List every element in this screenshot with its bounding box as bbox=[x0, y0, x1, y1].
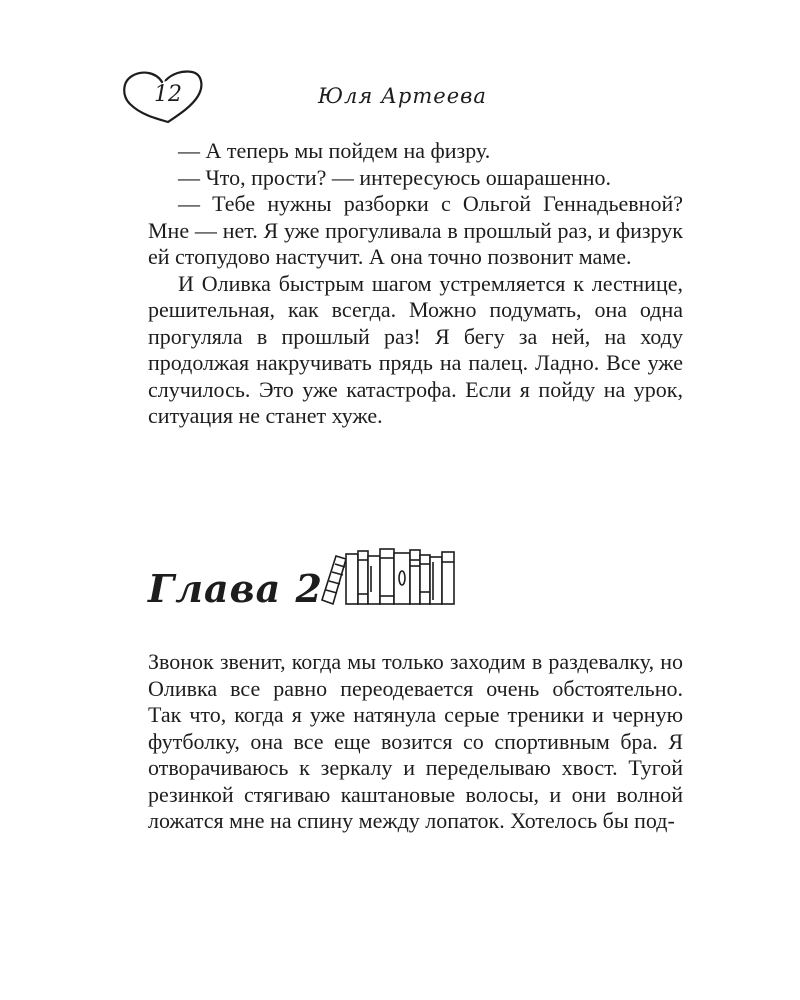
books-icon bbox=[316, 546, 466, 608]
page-number: 12 bbox=[154, 82, 182, 107]
chapter-title: Глава 2 bbox=[148, 566, 323, 611]
running-title: Юля Артеева bbox=[318, 84, 487, 108]
text-section-2 bbox=[148, 649, 683, 835]
paragraph: Звонок звенит, когда мы только заходим в раздевалку, но Оливка все равно переодевается очень обстоятельно. Так что, когда я уже натянула серые треники и черную футболку, она все еще возится со спортивным бра. Я отворачиваюсь к зеркалу и переделываю хвост. Тугой резинкой стягиваю каштановые волосы, и они волной ложатся мне на спину между лопаток. Хотелось бы под- bbox=[148, 649, 683, 833]
paragraph: И Оливка быстрым шагом устремляется к лестнице, решительная, как всегда. Можно подумать, она одна прогуляла в прошлый раз! Я бегу за ней, на ходу продолжая накручивать прядь на палец. Ладно. Все уже случилось. Это уже катастрофа. Если я пойду на урок, ситуация не станет хуже. bbox=[148, 270, 683, 428]
page-header bbox=[118, 66, 688, 126]
text-section-1 bbox=[148, 138, 683, 430]
paragraph: — А теперь мы пойдем на физру. bbox=[178, 138, 491, 163]
paragraph: — Что, прости? — интересуюсь ошарашенно. bbox=[178, 164, 612, 190]
chapter-heading bbox=[148, 546, 688, 616]
paragraph: — Тебе нужны разборки с Ольгой Геннадьевной? Мне — нет. Я уже прогуливала в прошлый раз, и физрук ей стопудово настучит. А она точно позвонит маме. bbox=[148, 191, 683, 269]
